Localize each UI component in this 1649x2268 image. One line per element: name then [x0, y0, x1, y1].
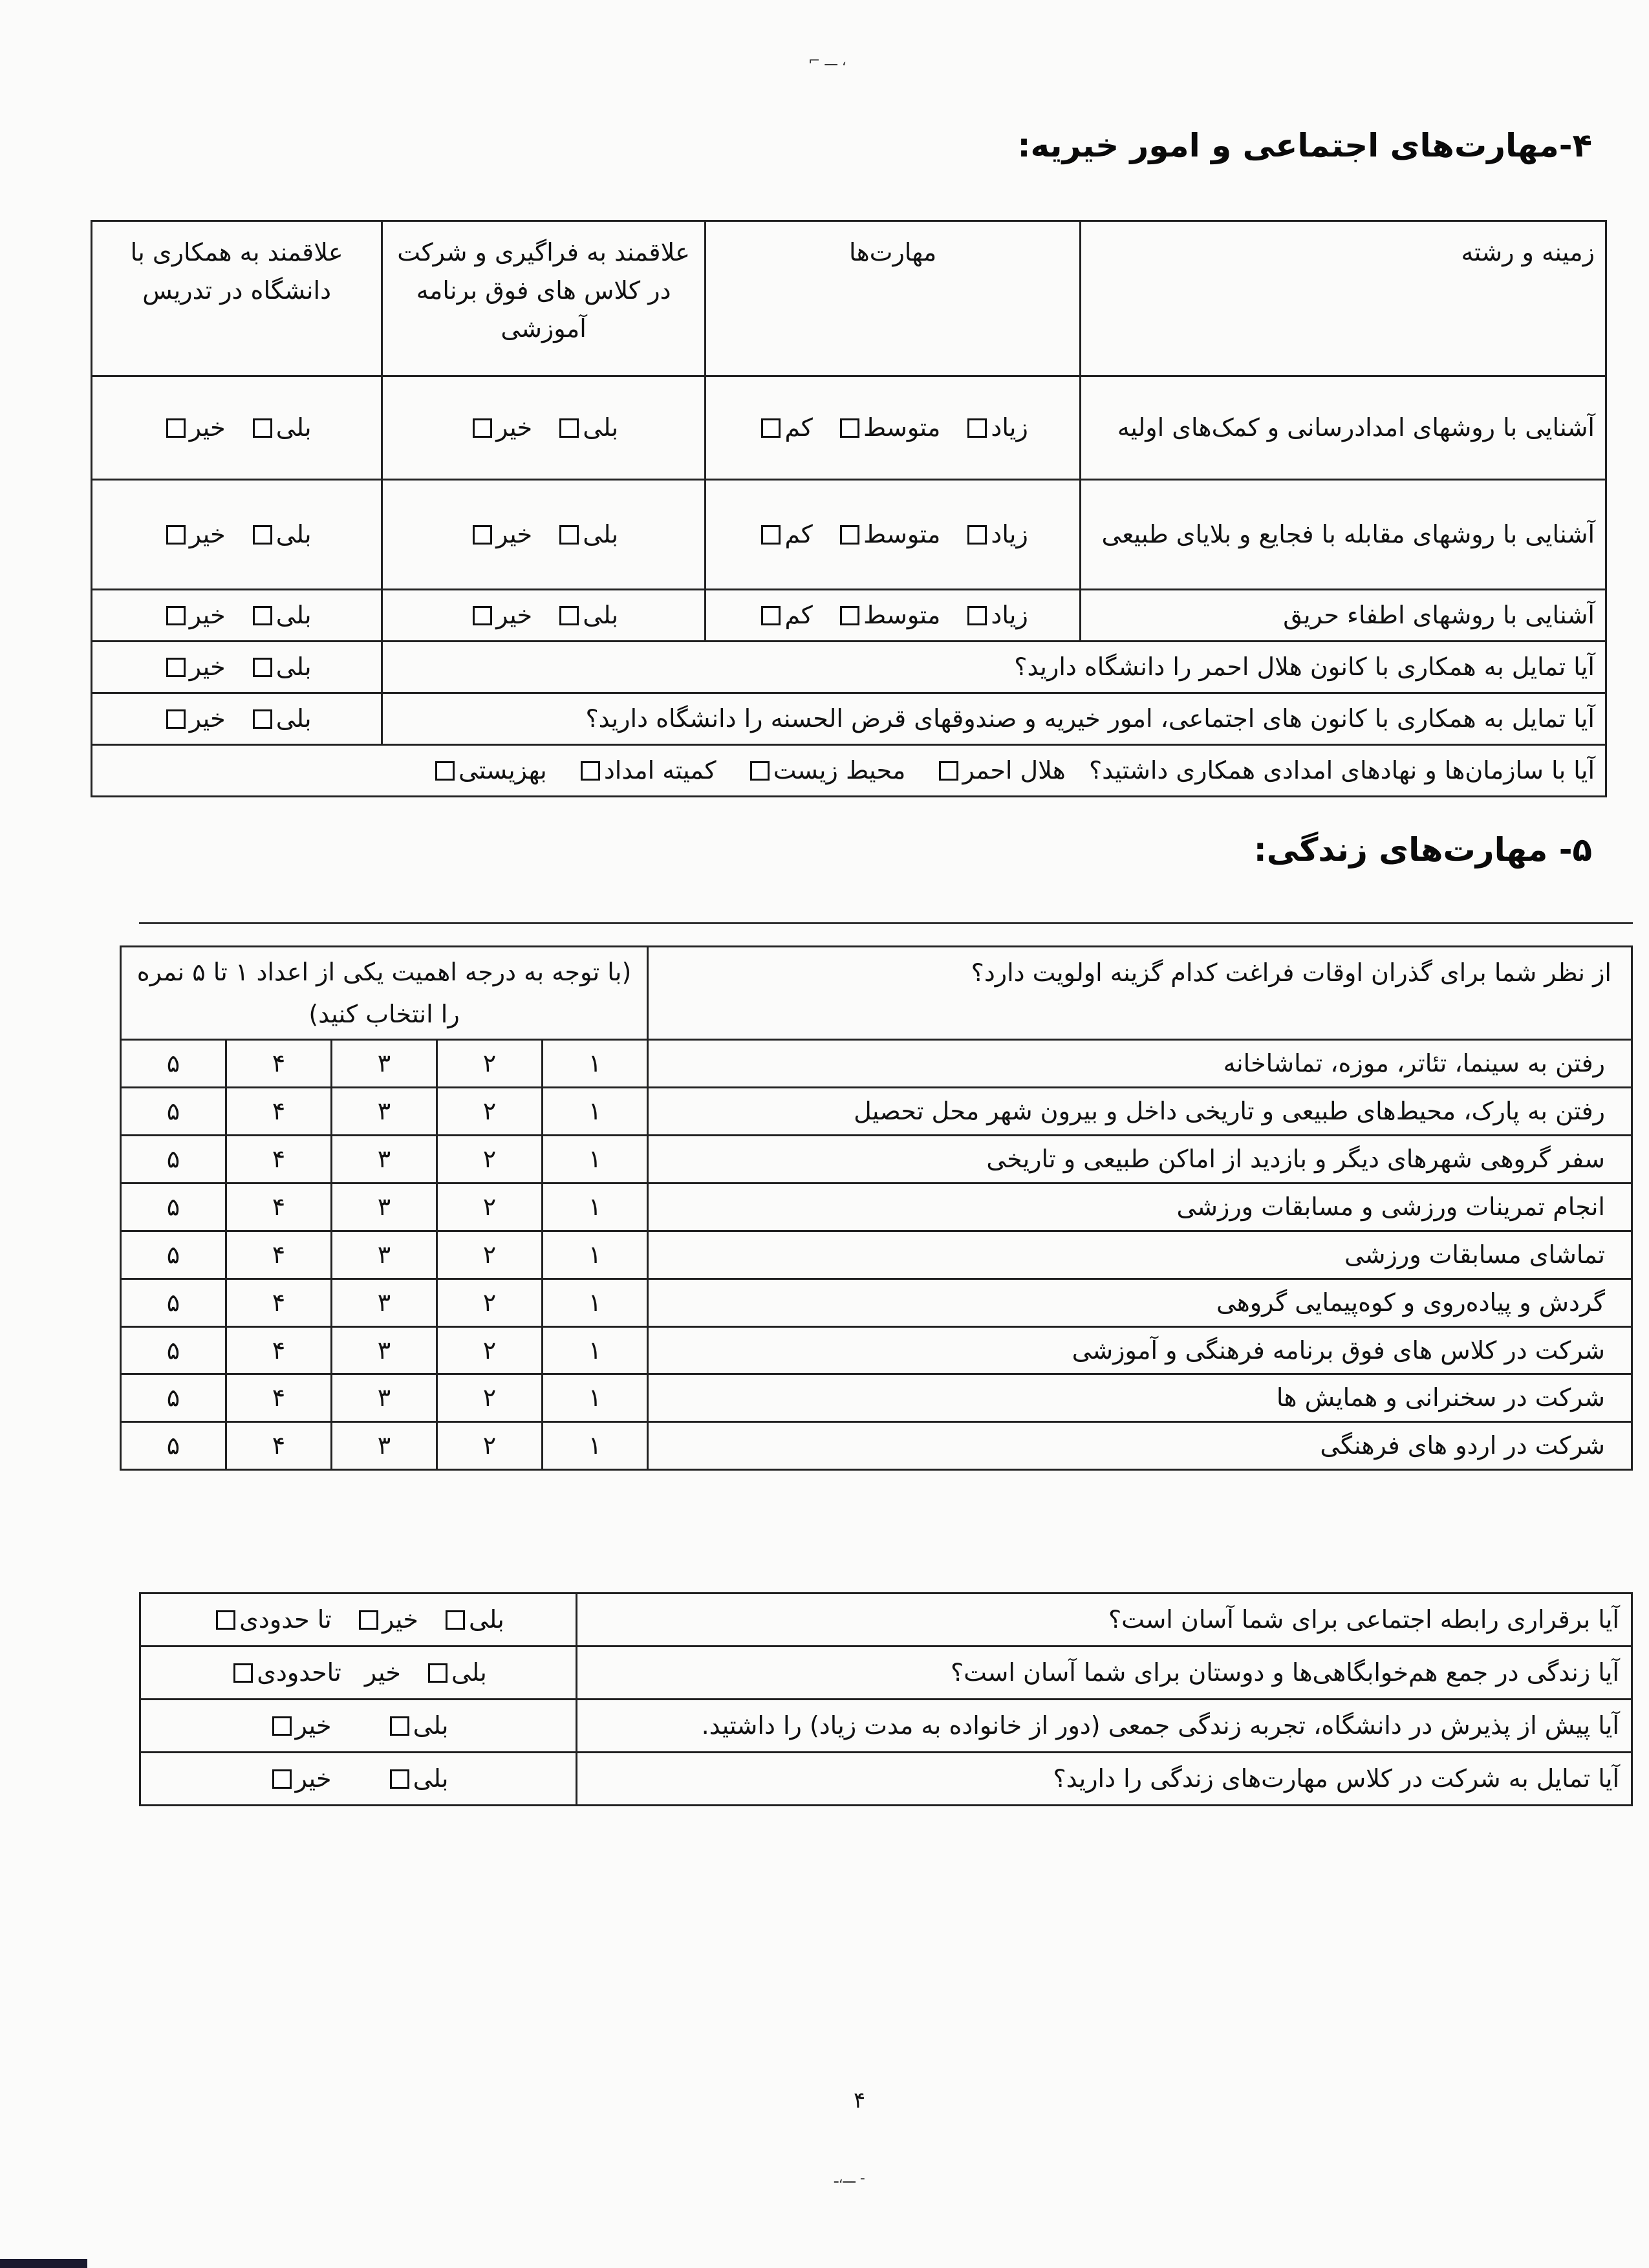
- yn-options: بلی خیر: [140, 1700, 577, 1753]
- score-cell-1[interactable]: ۱: [543, 1374, 648, 1422]
- score-cell-5[interactable]: ۵: [121, 1231, 226, 1279]
- checkbox-no[interactable]: [272, 1769, 292, 1789]
- question-red-crescent: آیا تمایل به همکاری با کانون هلال احمر را دانشگاه دارید؟: [382, 642, 1606, 693]
- scan-mark-bottom: ـــ،ـ ‐: [834, 2170, 865, 2187]
- checkbox-yes[interactable]: [428, 1663, 447, 1683]
- teach-interest-options: بلی خیر: [92, 480, 382, 590]
- leisure-item: سفر گروهی شهرهای دیگر و بازدید از اماکن طبیعی و تاریخی: [648, 1135, 1632, 1183]
- level-options: زیاد متوسط کم: [705, 376, 1080, 480]
- page-number: ۴: [854, 2088, 866, 2113]
- checkbox-no[interactable]: [166, 658, 186, 677]
- score-cell-4[interactable]: ۴: [226, 1326, 332, 1374]
- checkbox-no[interactable]: [166, 606, 186, 625]
- score-cell-2[interactable]: ۲: [437, 1326, 543, 1374]
- leisure-item: تماشای مسابقات ورزشی: [648, 1231, 1632, 1279]
- score-cell-2[interactable]: ۲: [437, 1135, 543, 1183]
- leisure-row: [121, 1183, 1632, 1231]
- score-cell-5[interactable]: ۵: [121, 1374, 226, 1422]
- table-row: [140, 1593, 1632, 1647]
- scan-mark-top: ⌐ ـــ ،: [808, 53, 846, 69]
- checkbox-medium[interactable]: [840, 525, 859, 545]
- leisure-priority-table: [120, 945, 1633, 1471]
- checkbox-no[interactable]: [359, 1610, 378, 1630]
- row-fire-label: آشنایی با روشهای اطفاء حریق: [1081, 590, 1606, 642]
- leisure-item: شرکت در اردو های فرهنگی: [648, 1422, 1632, 1470]
- score-cell-2[interactable]: ۲: [437, 1040, 543, 1088]
- table-row: [140, 1753, 1632, 1806]
- score-cell-1[interactable]: ۱: [543, 1326, 648, 1374]
- class-interest-options: بلی خیر: [382, 480, 706, 590]
- table-row: [140, 1647, 1632, 1700]
- yn-options: بلی خیر تاحدودی: [140, 1647, 577, 1700]
- checkbox-no[interactable]: [473, 525, 492, 545]
- org-environment: محیط زیست: [773, 756, 906, 785]
- score-cell-3[interactable]: ۳: [332, 1231, 437, 1279]
- score-cell-4[interactable]: ۴: [226, 1135, 332, 1183]
- checkbox-no[interactable]: [166, 418, 186, 438]
- score-cell-5[interactable]: ۵: [121, 1279, 226, 1326]
- table-header-row: [92, 221, 1606, 376]
- question-social-charity: آیا تمایل به همکاری با کانون های اجتماعی، امور خیریه و صندوقهای قرض الحسنه را دانشگاه دارید؟: [382, 693, 1606, 745]
- leisure-item: شرکت در سخنرانی و همایش ها: [648, 1374, 1632, 1422]
- table-row: [92, 745, 1606, 797]
- score-cell-2[interactable]: ۲: [437, 1231, 543, 1279]
- score-cell-5[interactable]: ۵: [121, 1088, 226, 1136]
- life-skills-yn-table: [139, 1592, 1633, 1806]
- footer-strip: [0, 2259, 87, 2268]
- score-cell-1[interactable]: ۱: [543, 1135, 648, 1183]
- checkbox-welfare[interactable]: [435, 761, 455, 781]
- score-cell-4[interactable]: ۴: [226, 1374, 332, 1422]
- checkbox-low[interactable]: [761, 525, 781, 545]
- section-4-title: ۴-مهارت‌های اجتماعی و امور خیریه:: [1017, 127, 1592, 164]
- checkbox-environment[interactable]: [750, 761, 770, 781]
- score-cell-3[interactable]: ۳: [332, 1422, 437, 1470]
- score-cell-5[interactable]: ۵: [121, 1135, 226, 1183]
- checkbox-no[interactable]: [166, 525, 186, 545]
- class-interest-options: بلی خیر: [382, 590, 706, 642]
- checkbox-high[interactable]: [967, 418, 987, 438]
- score-cell-4[interactable]: ۴: [226, 1279, 332, 1326]
- checkbox-yes[interactable]: [559, 525, 579, 545]
- leisure-row: [121, 1088, 1632, 1136]
- checkbox-no[interactable]: [166, 709, 186, 729]
- checkbox-medium[interactable]: [840, 606, 859, 625]
- social-skills-table: [91, 220, 1607, 797]
- checkbox-no[interactable]: [473, 606, 492, 625]
- leisure-row: [121, 1040, 1632, 1088]
- checkbox-yes[interactable]: [559, 606, 579, 625]
- checkbox-yes[interactable]: [253, 658, 272, 677]
- leisure-row: [121, 1422, 1632, 1470]
- yn-question: آیا برقراری رابطه اجتماعی برای شما آسان است؟: [577, 1593, 1632, 1647]
- score-cell-2[interactable]: ۲: [437, 1088, 543, 1136]
- checkbox-high[interactable]: [967, 606, 987, 625]
- checkbox-yes[interactable]: [253, 525, 272, 545]
- section-divider: [139, 922, 1633, 924]
- score-cell-3[interactable]: ۳: [332, 1135, 437, 1183]
- table-row: [92, 480, 1606, 590]
- score-cell-1[interactable]: ۱: [543, 1231, 648, 1279]
- checkbox-yes[interactable]: [253, 606, 272, 625]
- row-disaster-label: آشنایی با روشهای مقابله با فجایع و بلایای طبیعی: [1081, 480, 1606, 590]
- score-cell-5[interactable]: ۵: [121, 1422, 226, 1470]
- score-cell-5[interactable]: ۵: [121, 1040, 226, 1088]
- leisure-item: انجام تمرینات ورزشی و مسابقات ورزشی: [648, 1183, 1632, 1231]
- leisure-question: از نظر شما برای گذران اوقات فراغت کدام گزینه اولویت دارد؟: [648, 947, 1632, 1040]
- checkbox-low[interactable]: [761, 606, 781, 625]
- section-5-title: ۵- مهارت‌های زندگی:: [1253, 831, 1592, 869]
- score-cell-4[interactable]: ۴: [226, 1422, 332, 1470]
- checkbox-red-crescent[interactable]: [939, 761, 958, 781]
- red-crescent-options: بلی خیر: [92, 642, 382, 693]
- score-cell-3[interactable]: ۳: [332, 1279, 437, 1326]
- org-red-crescent: هلال احمر: [962, 756, 1066, 785]
- table-row: [92, 376, 1606, 480]
- leisure-header-row: [121, 947, 1632, 1040]
- table-row: [140, 1700, 1632, 1753]
- leisure-item: رفتن به سینما، تئاتر، موزه، تماشاخانه: [648, 1040, 1632, 1088]
- checkbox-medium[interactable]: [840, 418, 859, 438]
- table-row: [92, 590, 1606, 642]
- score-cell-1[interactable]: ۱: [543, 1088, 648, 1136]
- score-cell-4[interactable]: ۴: [226, 1231, 332, 1279]
- teach-interest-options: بلی خیر: [92, 376, 382, 480]
- checkbox-yes[interactable]: [446, 1610, 465, 1630]
- leisure-row: [121, 1135, 1632, 1183]
- header-field: زمینه و رشته: [1081, 221, 1606, 376]
- score-cell-3[interactable]: ۳: [332, 1088, 437, 1136]
- social-charity-options: بلی خیر: [92, 693, 382, 745]
- checkbox-somewhat[interactable]: [216, 1610, 235, 1630]
- leisure-row: [121, 1279, 1632, 1326]
- table-row: [92, 642, 1606, 693]
- leisure-row: [121, 1231, 1632, 1279]
- row-first-aid-label: آشنایی با روشهای امدادرسانی و کمک‌های اولیه: [1081, 376, 1606, 480]
- level-options: زیاد متوسط کم: [705, 480, 1080, 590]
- score-cell-1[interactable]: ۱: [543, 1279, 648, 1326]
- score-cell-1[interactable]: ۱: [543, 1183, 648, 1231]
- checkbox-relief-committee[interactable]: [581, 761, 600, 781]
- score-cell-4[interactable]: ۴: [226, 1183, 332, 1231]
- score-cell-4[interactable]: ۴: [226, 1088, 332, 1136]
- header-skills: مهارت‌ها: [705, 221, 1080, 376]
- checkbox-yes[interactable]: [390, 1716, 409, 1736]
- score-cell-2[interactable]: ۲: [437, 1422, 543, 1470]
- yn-question: آیا پیش از پذیرش در دانشگاه، تجربه زندگی جمعی (دور از خانواده به مدت زیاد) را داشتید.: [577, 1700, 1632, 1753]
- yn-question: آیا زندگی در جمع هم‌خوابگاهی‌ها و دوستان برای شما آسان است؟: [577, 1647, 1632, 1700]
- leisure-instruction: (با توجه به درجه اهمیت یکی از اعداد ۱ تا ۵ نمره را انتخاب کنید): [121, 947, 648, 1040]
- checkbox-yes[interactable]: [390, 1769, 409, 1789]
- leisure-rows: [121, 1040, 1632, 1470]
- yn-options: بلی خیر: [140, 1753, 577, 1806]
- checkbox-no[interactable]: [473, 418, 492, 438]
- yn-options: بلی خیر تا حدودی: [140, 1593, 577, 1647]
- score-cell-3[interactable]: ۳: [332, 1374, 437, 1422]
- score-cell-3[interactable]: ۳: [332, 1040, 437, 1088]
- score-cell-3[interactable]: ۳: [332, 1326, 437, 1374]
- header-teach-interest: علاقمند به همکاری با دانشگاه در تدریس: [92, 221, 382, 376]
- checkbox-yes[interactable]: [253, 418, 272, 438]
- table-row: [92, 693, 1606, 745]
- score-cell-1[interactable]: ۱: [543, 1040, 648, 1088]
- org-relief-committee: کمیته امداد: [603, 756, 717, 785]
- question-orgs: آیا با سازمان‌ها و نهادهای امدادی همکاری داشتید؟: [1088, 756, 1595, 785]
- leisure-row: [121, 1374, 1632, 1422]
- org-welfare: بهزیستی: [458, 756, 547, 785]
- class-interest-options: بلی خیر: [382, 376, 706, 480]
- level-options: زیاد متوسط کم: [705, 590, 1080, 642]
- leisure-item: رفتن به پارک، محیط‌های طبیعی و تاریخی داخل و بیرون شهر محل تحصیل: [648, 1088, 1632, 1136]
- orgs-question-row: [92, 745, 1606, 797]
- leisure-item: شرکت در کلاس های فوق برنامه فرهنگی و آموزشی: [648, 1326, 1632, 1374]
- header-class-interest: علاقمند به فراگیری و شرکت در کلاس های فوق برنامه آموزشی: [382, 221, 706, 376]
- score-cell-2[interactable]: ۲: [437, 1183, 543, 1231]
- leisure-row: [121, 1326, 1632, 1374]
- score-cell-2[interactable]: ۲: [437, 1279, 543, 1326]
- yn-question: آیا تمایل به شرکت در کلاس مهارت‌های زندگی را دارید؟: [577, 1753, 1632, 1806]
- leisure-item: گردش و پیاده‌روی و کوه‌پیمایی گروهی: [648, 1279, 1632, 1326]
- score-cell-4[interactable]: ۴: [226, 1040, 332, 1088]
- checkbox-no[interactable]: [272, 1716, 292, 1736]
- score-cell-5[interactable]: ۵: [121, 1183, 226, 1231]
- score-cell-3[interactable]: ۳: [332, 1183, 437, 1231]
- teach-interest-options: بلی خیر: [92, 590, 382, 642]
- score-cell-1[interactable]: ۱: [543, 1422, 648, 1470]
- checkbox-high[interactable]: [967, 525, 987, 545]
- checkbox-yes[interactable]: [559, 418, 579, 438]
- checkbox-yes[interactable]: [253, 709, 272, 729]
- checkbox-somewhat[interactable]: [233, 1663, 253, 1683]
- score-cell-5[interactable]: ۵: [121, 1326, 226, 1374]
- score-cell-2[interactable]: ۲: [437, 1374, 543, 1422]
- checkbox-low[interactable]: [761, 418, 781, 438]
